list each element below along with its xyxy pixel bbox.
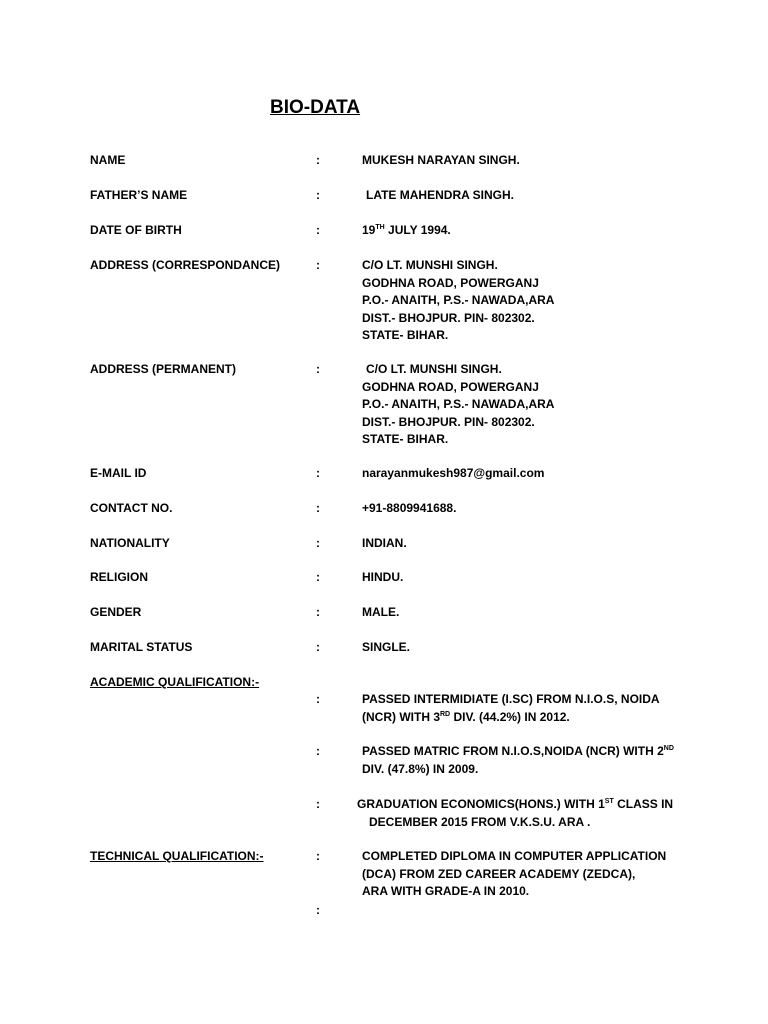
academic-q1 xyxy=(362,691,660,726)
academic-q2 xyxy=(362,743,674,778)
academic-q1-colon: : xyxy=(316,692,320,706)
address-corr-line: GODHNA ROAD, POWERGANJ xyxy=(362,275,539,290)
academic-q2-line: DIV. (47.8%) IN 2009. xyxy=(362,761,479,776)
address-corr-line: P.O.- ANAITH, P.S.- NAWADA,ARA xyxy=(362,293,555,307)
academic-q3-a2: CLASS IN xyxy=(613,797,674,811)
dob-rest: JULY 1994. xyxy=(384,223,451,237)
name-value: MUKESH NARAYAN SINGH. xyxy=(362,153,520,167)
father-name-value: LATE MAHENDRA SINGH. xyxy=(366,188,514,202)
gender-label: GENDER xyxy=(90,605,142,619)
father-name-label: FATHER’S NAME xyxy=(90,188,188,202)
email-colon: : xyxy=(316,466,320,480)
technical-line: ARA WITH GRADE-A IN 2010. xyxy=(362,884,530,898)
nationality-value: INDIAN. xyxy=(362,536,407,550)
address-perm-line: STATE- BIHAR. xyxy=(362,432,449,446)
email-value: narayanmukesh987@gmail.com xyxy=(362,466,545,480)
academic-q2-a: PASSED MATRIC FROM N.I.O.S,NOIDA (NCR) WITH 2 xyxy=(362,744,664,758)
academic-q3-a: GRADUATION ECONOMICS(HONS.) WITH 1 xyxy=(357,797,605,811)
gender-colon: : xyxy=(316,605,320,619)
address-corr-line: DIST.- BHOJPUR. PIN- 802302. xyxy=(362,310,535,325)
academic-q1-line xyxy=(362,709,660,727)
contact-value: +91-8809941688. xyxy=(362,501,457,515)
nationality-colon: : xyxy=(316,536,320,550)
academic-heading: ACADEMIC QUALIFICATION:- xyxy=(90,675,260,689)
email-label: E-MAIL ID xyxy=(90,466,147,480)
address-corr-label: ADDRESS (CORRESPONDANCE) xyxy=(90,258,281,272)
address-perm-colon: : xyxy=(316,362,320,376)
address-perm-value xyxy=(362,361,554,449)
technical-line: (DCA) FROM ZED CAREER ACADEMY (ZEDCA), xyxy=(362,866,636,881)
address-perm-line: GODHNA ROAD, POWERGANJ xyxy=(362,379,539,394)
marital-colon: : xyxy=(316,640,320,654)
contact-colon: : xyxy=(316,501,320,515)
dob-colon: : xyxy=(316,223,320,237)
dob-day-suffix: TH xyxy=(375,224,385,231)
academic-q3-colon: : xyxy=(316,797,320,811)
academic-q1-c: DIV. (44.2%) IN 2012. xyxy=(450,709,570,724)
religion-label: RELIGION xyxy=(90,570,149,584)
academic-q2-sup: ND xyxy=(663,745,674,752)
technical-colon: : xyxy=(316,849,320,863)
trailing-colon: : xyxy=(316,903,320,917)
academic-q3-line: DECEMBER 2015 FROM V.K.S.U. ARA . xyxy=(369,814,591,829)
marital-label: MARITAL STATUS xyxy=(90,640,193,654)
name-colon: : xyxy=(316,153,320,167)
address-perm-line: C/O LT. MUNSHI SINGH. xyxy=(366,362,502,376)
academic-q3 xyxy=(357,796,673,831)
technical-line: COMPLETED DIPLOMA IN COMPUTER APPLICATION xyxy=(362,849,667,863)
contact-label: CONTACT NO. xyxy=(90,501,173,515)
father-name-colon: : xyxy=(316,188,320,202)
address-perm-line: DIST.- BHOJPUR. PIN- 802302. xyxy=(362,414,535,429)
address-corr-line: C/O LT. MUNSHI SINGH. xyxy=(362,258,498,272)
dob-day: 19 xyxy=(362,223,376,237)
address-corr-line: STATE- BIHAR. xyxy=(362,328,449,342)
academic-q1-sup: RD xyxy=(440,710,451,718)
dob-label: DATE OF BIRTH xyxy=(90,223,182,237)
marital-value: SINGLE. xyxy=(362,640,411,654)
academic-q3-line xyxy=(357,796,673,814)
address-corr-value xyxy=(362,257,554,345)
page-title: BIO-DATA xyxy=(270,97,361,118)
religion-value: HINDU. xyxy=(362,570,404,584)
nationality-label: NATIONALITY xyxy=(90,536,170,550)
academic-q3-sup: ST xyxy=(604,798,614,805)
academic-q1-line: PASSED INTERMIDIATE (I.SC) FROM N.I.O.S, NOIDA xyxy=(362,692,660,706)
address-corr-colon: : xyxy=(316,258,320,272)
academic-q2-line xyxy=(362,743,674,761)
academic-q1-b: (NCR) WITH 3 xyxy=(362,709,440,724)
name-label: NAME xyxy=(90,153,126,167)
technical-heading: TECHNICAL QUALIFICATION:- xyxy=(90,849,264,863)
address-perm-line: P.O.- ANAITH, P.S.- NAWADA,ARA xyxy=(362,397,555,411)
dob-value xyxy=(362,222,451,240)
gender-value: MALE. xyxy=(362,605,400,619)
academic-q2-colon: : xyxy=(316,744,320,758)
technical-value xyxy=(362,848,666,901)
address-perm-label: ADDRESS (PERMANENT) xyxy=(90,362,237,376)
religion-colon: : xyxy=(316,570,320,584)
